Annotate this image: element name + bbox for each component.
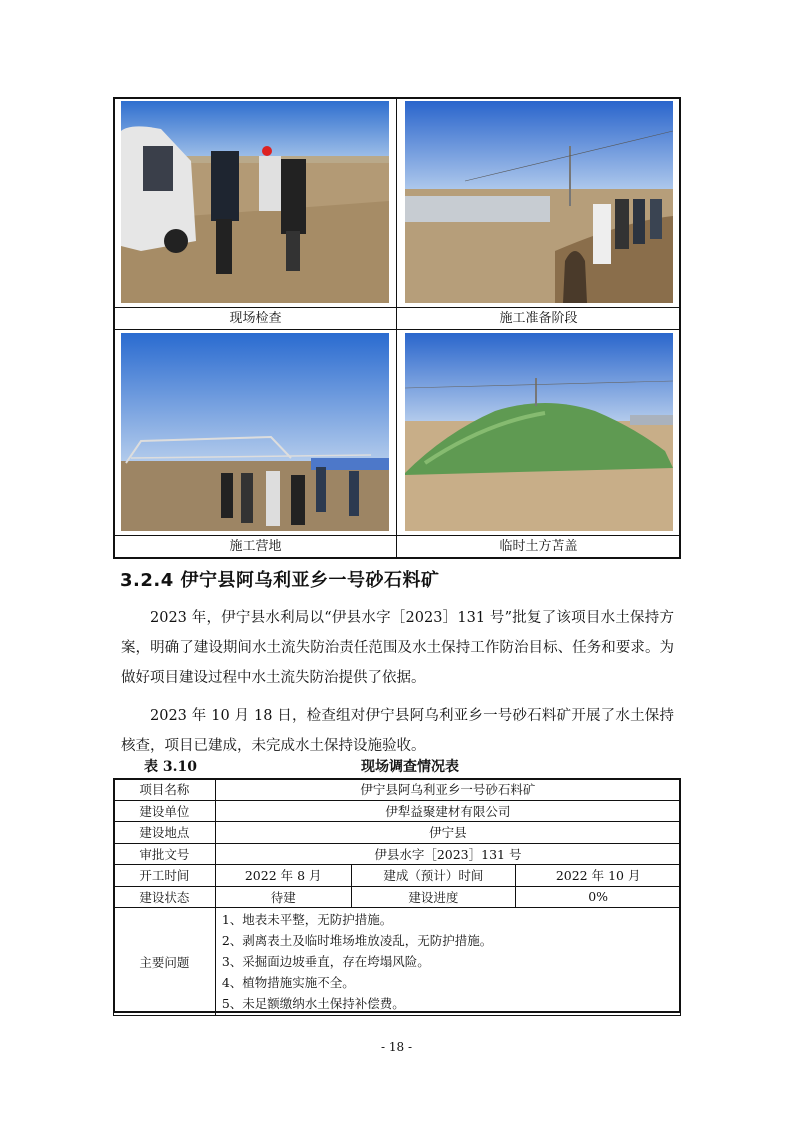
caption-photo-3: 施工营地: [229, 539, 282, 554]
table-number: 表 3.10: [144, 759, 197, 775]
table-label: 主要问题: [114, 908, 216, 1016]
survey-table: [113, 778, 681, 1016]
table-row: [114, 865, 681, 887]
table-label: 建设进度: [351, 886, 516, 908]
list-item: 1、地表未平整，无防护措施。: [221, 912, 393, 927]
table-row: [114, 800, 681, 822]
page-number: - 18 -: [380, 1040, 412, 1054]
list-item: 5、未足额缴纳水土保持补偿费。: [221, 996, 405, 1011]
paragraph-inspection: 2023 年 10 月 18 日，检查组对伊宁县阿乌利亚乡一号砂石料矿开展了水土保持核查，项目已建成，未完成水土保持设施验收。: [121, 708, 674, 754]
photo-site-inspection: [121, 101, 389, 303]
table-value: 0%: [516, 886, 681, 908]
table-value: 伊犁益聚建材有限公司: [215, 800, 680, 822]
table-title: 现场调查情况表: [361, 759, 459, 775]
table-row: [114, 822, 681, 844]
table-row: [114, 886, 681, 908]
table-label: 项目名称: [114, 779, 216, 801]
issues-list: [215, 908, 680, 1016]
caption-photo-1: 现场检查: [229, 311, 282, 326]
caption-photo-2: 施工准备阶段: [499, 311, 578, 326]
table-label: 建成（预计）时间: [351, 865, 516, 887]
table-label: 建设单位: [114, 800, 216, 822]
table-row: [114, 779, 681, 801]
table-label: 建设地点: [114, 822, 216, 844]
table-row: [114, 908, 681, 1016]
table-value: 2022 年 10 月: [516, 865, 681, 887]
table-row: [114, 843, 681, 865]
table-value: 伊宁县: [215, 822, 680, 844]
table-value: 伊宁县阿乌利亚乡一号砂石料矿: [215, 779, 680, 801]
table-label: 开工时间: [114, 865, 216, 887]
list-item: 3、采掘面边坡垂直，存在垮塌风险。: [221, 954, 430, 969]
table-value: 待建: [215, 886, 351, 908]
photo-construction-camp: [121, 333, 389, 531]
caption-photo-4: 临时土方苫盖: [499, 539, 578, 554]
table-label: 建设状态: [114, 886, 216, 908]
section-heading: 3.2.4 伊宁县阿乌利亚乡一号砂石料矿: [120, 570, 440, 591]
table-label: 审批文号: [114, 843, 216, 865]
list-item: 2、剥离表土及临时堆场堆放凌乱，无防护措施。: [221, 933, 493, 948]
list-item: 4、植物措施实施不全。: [221, 975, 355, 990]
paragraph-approval: 2023 年，伊宁县水利局以“伊县水字［2023］131 号”批复了该项目水土保持方案，明确了建设期间水土流失防治责任范围及水土保持工作防治目标、任务和要求。为做好项目建设过程中水土流失防治提供了依据。: [121, 610, 674, 686]
table-value: 2022 年 8 月: [215, 865, 351, 887]
photo-temporary-earthwork-cover: [405, 333, 673, 531]
table-value: 伊县水字［2023］131 号: [215, 843, 680, 865]
photo-construction-prep: [405, 101, 673, 303]
